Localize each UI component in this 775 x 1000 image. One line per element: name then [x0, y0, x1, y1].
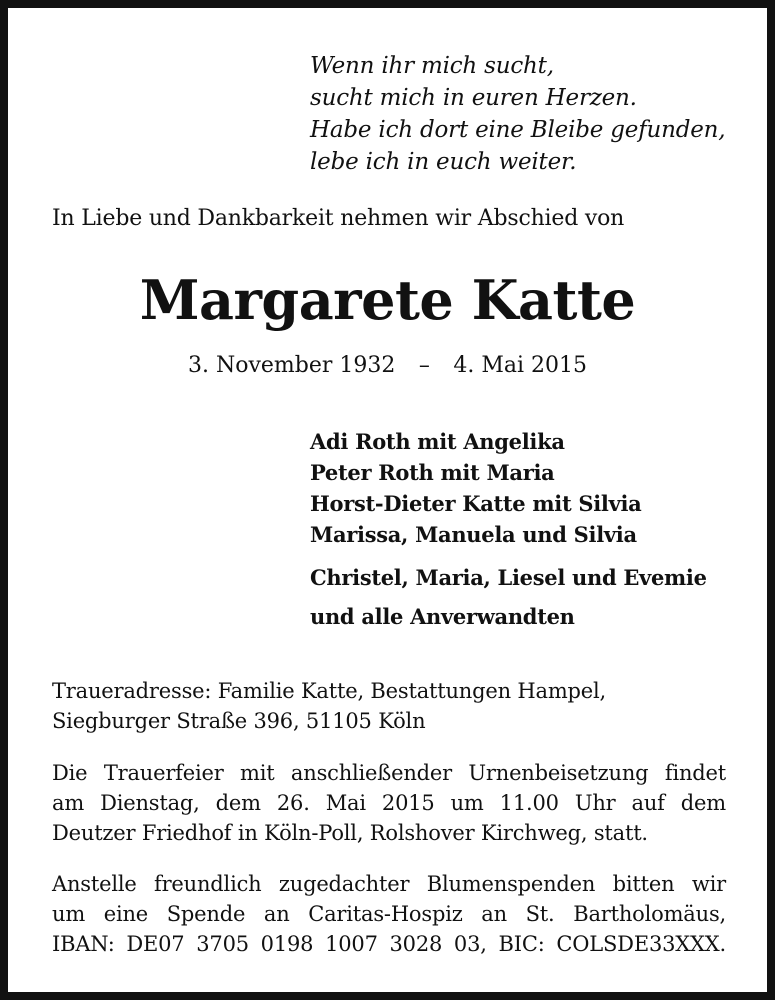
mourner-line: Marissa, Manuela und Silvia	[310, 522, 637, 547]
mourner-line: und alle Anverwandten	[310, 604, 575, 629]
poem-line: Wenn ihr mich sucht,	[310, 53, 554, 79]
mourner-line: Christel, Maria, Liesel und Evemie	[310, 565, 707, 590]
intro-text: In Liebe und Dankbarkeit nehmen wir Abschied von	[52, 206, 625, 231]
life-dates	[8, 351, 767, 381]
donation-line: Anstelle freundlich zugedachter Blumenspenden bitten wir	[52, 872, 726, 896]
mourning-address	[52, 676, 726, 736]
death-date: 4. Mai 2015	[453, 353, 588, 378]
mourner-line: Adi Roth mit Angelika	[310, 429, 565, 454]
poem-line: Habe ich dort eine Bleibe gefunden,	[310, 117, 726, 143]
address-line: Siegburger Straße 396, 51105 Köln	[52, 709, 426, 733]
deceased-name: Margarete Katte	[139, 268, 636, 332]
mourners-list	[310, 426, 707, 632]
poem	[310, 50, 725, 178]
mourner-line: Peter Roth mit Maria	[310, 460, 555, 485]
ceremony-line: am Dienstag, dem 26. Mai 2015 um 11.00 Uhr auf dem	[52, 791, 726, 815]
ceremony-line: Die Trauerfeier mit anschließender Urnenbeisetzung findet	[52, 761, 726, 785]
mourner-line: Horst-Dieter Katte mit Silvia	[310, 491, 642, 516]
donation-line: IBAN: DE07 3705 0198 1007 3028 03, BIC: COLSDE33XXX.	[52, 932, 726, 956]
donation-info	[52, 869, 726, 959]
ceremony-line: Deutzer Friedhof in Köln-Poll, Rolshover Kirchweg, statt.	[52, 821, 648, 845]
donation-line: um eine Spende an Caritas-Hospiz an St. Bartholomäus,	[52, 902, 726, 926]
ceremony-info	[52, 758, 726, 848]
poem-line: sucht mich in euren Herzen.	[310, 85, 637, 111]
address-line: Traueradresse: Familie Katte, Bestattungen Hampel,	[52, 679, 607, 703]
poem-line: lebe ich in euch weiter.	[310, 149, 577, 175]
birth-date: 3. November 1932	[187, 353, 396, 378]
date-separator: –	[418, 353, 430, 378]
